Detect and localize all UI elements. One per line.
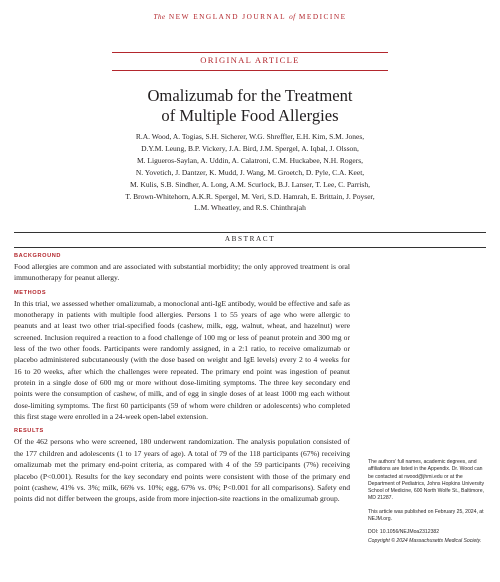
article-sidebar [368, 459, 488, 551]
article-type-rule-bottom [112, 70, 388, 71]
journal-masthead [0, 12, 500, 21]
journal-name: NEW ENGLAND JOURNAL [168, 12, 286, 21]
abstract-rule-top [14, 232, 486, 233]
copyright-text: Copyright © 2024 Massachusetts Medical Society. [368, 537, 482, 544]
abstract-body [14, 253, 350, 505]
journal-medicine: MEDICINE [298, 12, 347, 21]
journal-of: of [289, 12, 296, 21]
author-line: R.A. Wood, A. Togias, S.H. Sicherer, W.G. Shreffler, E.H. Kim, S.M. Jones, [135, 132, 365, 141]
author-line: N. Yovetich, J. Dantzer, K. Mudd, J. Wang, M. Groetch, D. Pyle, C.A. Keet, [135, 167, 365, 177]
author-list [14, 131, 486, 214]
methods-text: In this trial, we assessed whether omalizumab, a monoclonal anti-IgE antibody, would be effective and safe as monotherapy in patients with multiple food allergies. Persons 1 to 55 years of age who were allergic to peanuts and at least two other trial-specified foods (cashew, milk, egg, walnut, wheat, and hazelnut) were screened. Inclusion required a reaction to a food challenge of 100 mg or less of peanut protein and 300 mg or less of the two other foods. Participants were randomly assigned, in a 2:1 ratio, to receive omalizumab or placebo administered subcutaneously (with the dose based on weight and IgE levels) every 2 to 4 weeks for 16 to 20 weeks, after which the challenges were repeated. The primary end point was ingestion of peanut protein in a single dose of 600 mg or more without dose-limiting symptoms. The three key secondary end points were the consumption of cashew, of milk, and of egg in single doses of at least 1000 mg each without dose-limiting symptoms. The first 60 participants (59 of whom were children or adolescents) who completed this first stage were enrolled in a 24-week open-label extension. [14, 298, 350, 422]
background-text: Food allergies are common and are associated with substantial morbidity; the only approved treatment is oral immunotherapy for peanut allergy. [14, 262, 350, 283]
abstract-rule-bottom [14, 247, 486, 248]
doi-text: DOI: 10.1056/NEJMoa2312382 [368, 529, 440, 536]
author-line: D.Y.M. Leung, B.P. Vickery, J.A. Bird, J.M. Spergel, A. Iqbal, J. Olsson, [141, 143, 359, 153]
article-title [50, 86, 450, 125]
article-type: ORIGINAL ARTICLE [200, 55, 300, 65]
publication-note: This article was published on February 25, 2024, at NEJM.org. [368, 508, 484, 523]
author-line: T. Brown-Whitehorn, A.K.R. Spergel, M. Veri, S.D. Hamrah, E. Brittain, J. Poyser, [125, 191, 375, 201]
background-heading: BACKGROUND [14, 253, 62, 259]
methods-heading: METHODS [14, 289, 47, 296]
results-text: Of the 462 persons who were screened, 180 underwent randomization. The analysis population consisted of the 177 children and adolescents (1 to 17 years of age). A total of 79 of the 118 participants (67%) receiving omalizumab met the primary end-point criteria, as compared with 4 of the 59 participants (7%) receiving placebo (P<0.001). Results for the key secondary end points were consistent with those of the primary end point (cashew, 41% vs. 3%; milk, 66% vs. 10%; egg, 67% vs. 0%; P<0.001 for all comparisons). Safety end points did not differ between the groups, aside from more injection-site reactions in the omalizumab group. [14, 437, 350, 504]
journal-the: The [153, 12, 166, 21]
author-affiliation-note: The authors’ full names, academic degrees, and affiliations are listed in the Appendix. Dr. Wood can be contacted at rwood@jhmi.edu or at the Department of Pediatrics, Johns Hopkins University School of Medicine, 600 North Wolfe St., Baltimore, MD 21287. [368, 459, 485, 502]
author-line: M. Kulis, S.B. Sindher, A. Long, A.M. Scurlock, B.J. Lanser, T. Lee, C. Parrish, [130, 179, 370, 189]
abstract-heading: ABSTRACT [224, 235, 276, 243]
author-line: L.M. Wheatley, and R.S. Chinthrajah [194, 203, 306, 213]
results-heading: RESULTS [14, 428, 44, 435]
author-line: M. Ligueros-Saylan, A. Uddin, A. Calatroni, C.M. Huckabee, N.H. Rogers, [136, 155, 363, 165]
title-line-1: Omalizumab for the Treatment [147, 86, 353, 105]
title-line-2: of Multiple Food Allergies [161, 105, 339, 125]
article-type-rule-top [112, 52, 388, 53]
